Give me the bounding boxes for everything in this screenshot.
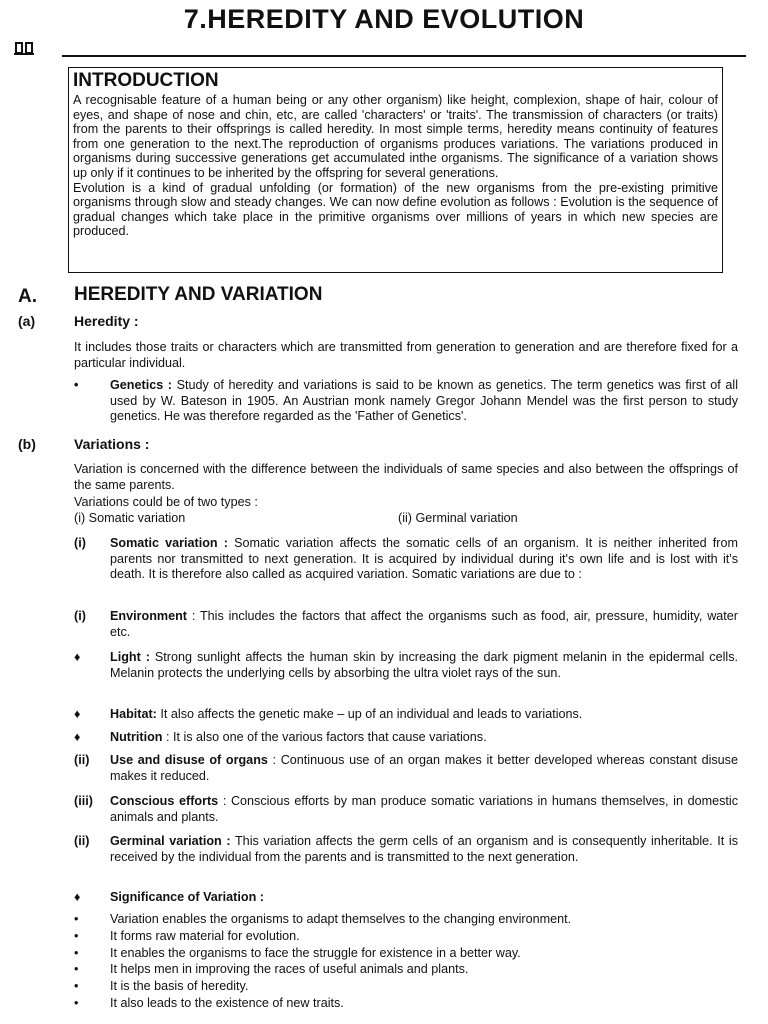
light-term: Light : xyxy=(110,650,150,664)
somatic-term: Somatic variation : xyxy=(110,536,228,550)
list-item-text: It enables the organisms to face the struggle for existence in a better way. xyxy=(110,945,521,960)
book-icon xyxy=(14,40,34,56)
bullet-marker: • xyxy=(74,945,79,960)
page-title: 7.HEREDITY AND EVOLUTION xyxy=(183,4,585,34)
list-item xyxy=(74,928,738,945)
environment-item xyxy=(74,609,738,640)
nutrition-item xyxy=(74,730,738,746)
habitat-item xyxy=(74,707,738,723)
conscious-term: Conscious efforts xyxy=(110,794,219,808)
nutrition-term: Nutrition xyxy=(110,730,163,744)
introduction-heading: INTRODUCTION xyxy=(73,70,219,91)
item-marker: (ii) xyxy=(74,753,90,767)
environment-text: : This includes the factors that affect the organisms such as food, air, pressure, humidity, water etc. xyxy=(110,609,738,639)
section-letter: A. xyxy=(18,286,37,307)
heredity-text: It includes those traits or characters which are transmitted from generation to generation and are therefore fixed for a particular individual. xyxy=(74,340,738,370)
habitat-term: Habitat: xyxy=(110,707,157,721)
genetics-term: Genetics : xyxy=(110,378,172,392)
section-title: HEREDITY AND VARIATION xyxy=(74,284,323,305)
diamond-bullet-icon: ♦ xyxy=(74,650,81,664)
bullet-marker: • xyxy=(74,912,79,926)
environment-term: Environment xyxy=(110,609,187,623)
genetics-item xyxy=(74,378,738,425)
item-marker: (ii) xyxy=(74,834,90,848)
bullet-marker: • xyxy=(74,378,79,392)
list-item-text: It forms raw material for evolution. xyxy=(110,928,300,943)
introduction-paragraph-2: Evolution is a kind of gradual unfolding (or formation) of the new organisms from the pre-existing primitive organisms through slow and steady changes. We can now define evolution as follows : Evolution is the sequence of gradual changes which take place in the primitive organisms over millions of years in which new species are produced. xyxy=(73,180,718,239)
variation-type-1: (i) Somatic variation xyxy=(74,511,186,525)
nutrition-text: : It is also one of the various factors that cause variations. xyxy=(162,730,487,744)
somatic-text: Somatic variation affects the somatic cells of an organism. It is neither inherited from parents nor transmitted to next generation. It is acquired by individual during it's own life and is lost with it's death. It is therefore also called as acquired variation. Somatic variations are due to : xyxy=(110,536,738,581)
list-item-text: Variation enables the organisms to adapt themselves to the changing environment. xyxy=(110,912,572,926)
diamond-bullet-icon: ♦ xyxy=(74,730,81,744)
list-item xyxy=(74,911,738,928)
habitat-text: It also affects the genetic make – up of an individual and leads to variations. xyxy=(156,707,583,721)
use-disuse-text: : Continuous use of an organ makes it better developed whereas constant disuse makes it reduced. xyxy=(110,753,738,783)
list-item-text: It helps men in improving the races of useful animals and plants. xyxy=(110,962,469,977)
conscious-text: : Conscious efforts by man produce somatic variations in humans themselves, in domestic animals and plants. xyxy=(110,794,738,824)
germinal-term: Germinal variation : xyxy=(110,834,231,848)
heredity-title: Heredity : xyxy=(74,313,139,329)
item-marker: (iii) xyxy=(74,794,93,808)
list-item-text: It also leads to the existence of new traits. xyxy=(110,995,344,1010)
bullet-marker: • xyxy=(74,962,79,977)
variation-type-2: (ii) Germinal variation xyxy=(398,511,518,525)
bullet-marker: • xyxy=(74,979,79,994)
introduction-box xyxy=(68,67,723,273)
significance-list xyxy=(74,911,738,1012)
variations-text: Variation is concerned with the difference between the individuals of same species and also between the offsprings of the same parents. xyxy=(74,462,738,492)
list-item xyxy=(74,945,738,962)
bullet-marker: • xyxy=(74,995,79,1010)
list-item-text: It is the basis of heredity. xyxy=(110,979,249,994)
diamond-bullet-icon: ♦ xyxy=(74,890,81,904)
genetics-text: Study of heredity and variations is said to be known as genetics. The term genetics was first of all used by W. Bateson in 1905. An Austrian monk namely Gregor Johann Mendel was the first person to study genetics. He was therefore regarded as the 'Father of Genetics'. xyxy=(110,378,739,423)
variations-title: Variations : xyxy=(74,436,150,452)
conscious-item xyxy=(74,794,738,825)
variations-label: (b) xyxy=(18,436,36,452)
germinal-text: This variation affects the germ cells of an organism and is consequently inheritable. It is received by the individual from the parents and is transmitted to the next generation. xyxy=(110,834,739,864)
title-rule xyxy=(62,55,746,57)
list-item xyxy=(74,961,738,978)
bullet-marker: • xyxy=(74,928,79,943)
somatic-item xyxy=(74,536,738,583)
list-item xyxy=(74,995,738,1012)
list-item xyxy=(74,978,738,995)
use-disuse-item xyxy=(74,753,738,784)
significance-heading: Significance of Variation : xyxy=(110,890,264,904)
light-item xyxy=(74,650,738,681)
introduction-paragraph-1: A recognisable feature of a human being or any other organism) like height, complexion, shape of hair, colour of eyes, and shape of nose and chin, etc, are called 'characters' or 'traits'. The transmission of characters (or traits) from the parents to their offsprings is called heredity. In most simple terms, heredity means continuity of features from one generation to the next.The reproduction of organisms produces variations. The variations produced in organisms during successive generations get accumulated inthe organisms. The significance of a variation shows up only if it continues to be inherited by the offspring for several generations. xyxy=(73,93,718,180)
variations-types-line: Variations could be of two types : xyxy=(74,495,258,509)
germinal-item xyxy=(74,834,738,865)
heredity-label: (a) xyxy=(18,313,36,329)
diamond-bullet-icon: ♦ xyxy=(74,707,81,721)
item-marker: (i) xyxy=(74,609,86,623)
item-marker: (i) xyxy=(74,536,86,550)
significance-heading-item xyxy=(74,890,738,906)
use-disuse-term: Use and disuse of organs xyxy=(110,753,268,767)
light-text: Strong sunlight affects the human skin by increasing the dark pigment melanin in the epidermal cells. Melanin protects the underlying cells by absorbing the ultra violet rays of the sun. xyxy=(110,650,739,680)
